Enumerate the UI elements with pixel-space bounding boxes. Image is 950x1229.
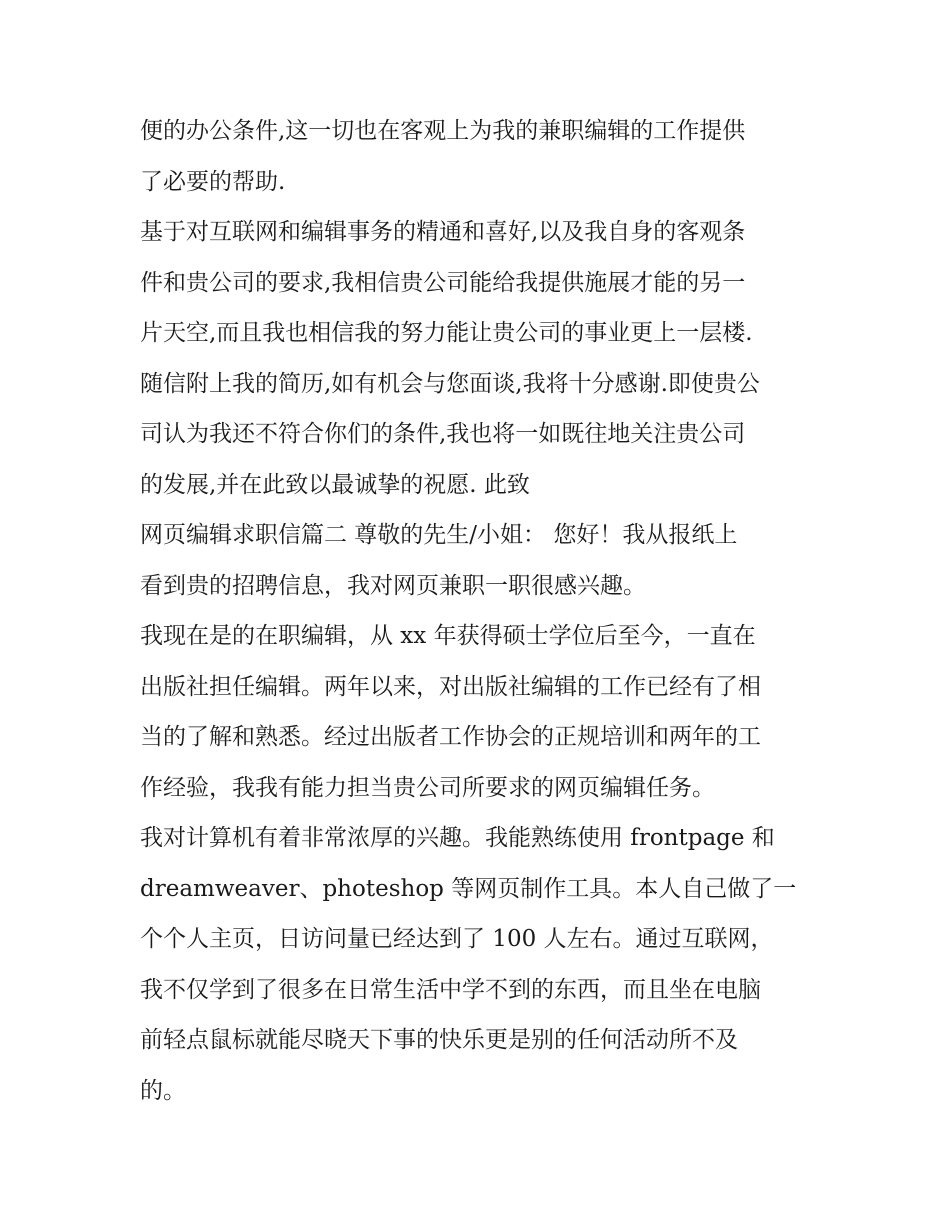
text-line: 的。 [140,1077,186,1104]
text-line: 前轻点鼠标就能尽晓天下事的快乐更是别的任何活动所不及 [140,1027,738,1053]
text-line: 网页编辑求职信篇二 尊敬的先生/小姐： 您好！我从报纸上 [140,522,738,548]
text-line: 我不仅学到了很多在日常生活中学不到的东西，而且坐在电脑 [140,976,761,1003]
text-line: 司认为我还不符合你们的条件,我也将一如既往地关注贵公司 [140,421,746,447]
text-line: 当的了解和熟悉。经过出版者工作协会的正规培训和两年的工 [140,724,761,750]
text-line: 出版社担任编辑。两年以来，对出版社编辑的工作已经有了相 [140,673,761,700]
text-line: 了必要的帮助. [140,168,286,195]
text-line: 便的办公条件,这一切也在客观上为我的兼职编辑的工作提供 [140,118,746,144]
text-line: 我对计算机有着非常浓厚的兴趣。我能熟练使用 frontpage 和 [140,825,775,851]
document-body [140,106,820,1116]
text-line: 随信附上我的简历,如有机会与您面谈,我将十分感谢.即使贵公 [140,370,760,397]
text-line: 作经验，我我有能力担当贵公司所要求的网页编辑任务。 [140,774,715,801]
text-line: 个个人主页，日访问量已经达到了 100 人左右。通过互联网， [140,926,774,952]
text-line: 件和贵公司的要求,我相信贵公司能给我提供施展才能的另一 [140,269,746,296]
text-line: 片天空,而且我也相信我的努力能让贵公司的事业更上一层楼. [140,320,753,346]
text-line: 看到贵的招聘信息，我对网页兼职一职很感兴趣。 [140,572,646,599]
text-line: 的发展,并在此致以最诚挚的祝愿. 此致 [140,471,530,498]
text-line: 我现在是的在职编辑，从 xx 年获得硕士学位后至今，一直在 [140,623,756,649]
text-line: dreamweaver、photeshop 等网页制作工具。本人自己做了一 [140,875,797,902]
text-line: 基于对互联网和编辑事务的精通和喜好,以及我自身的客观条 [140,219,746,245]
